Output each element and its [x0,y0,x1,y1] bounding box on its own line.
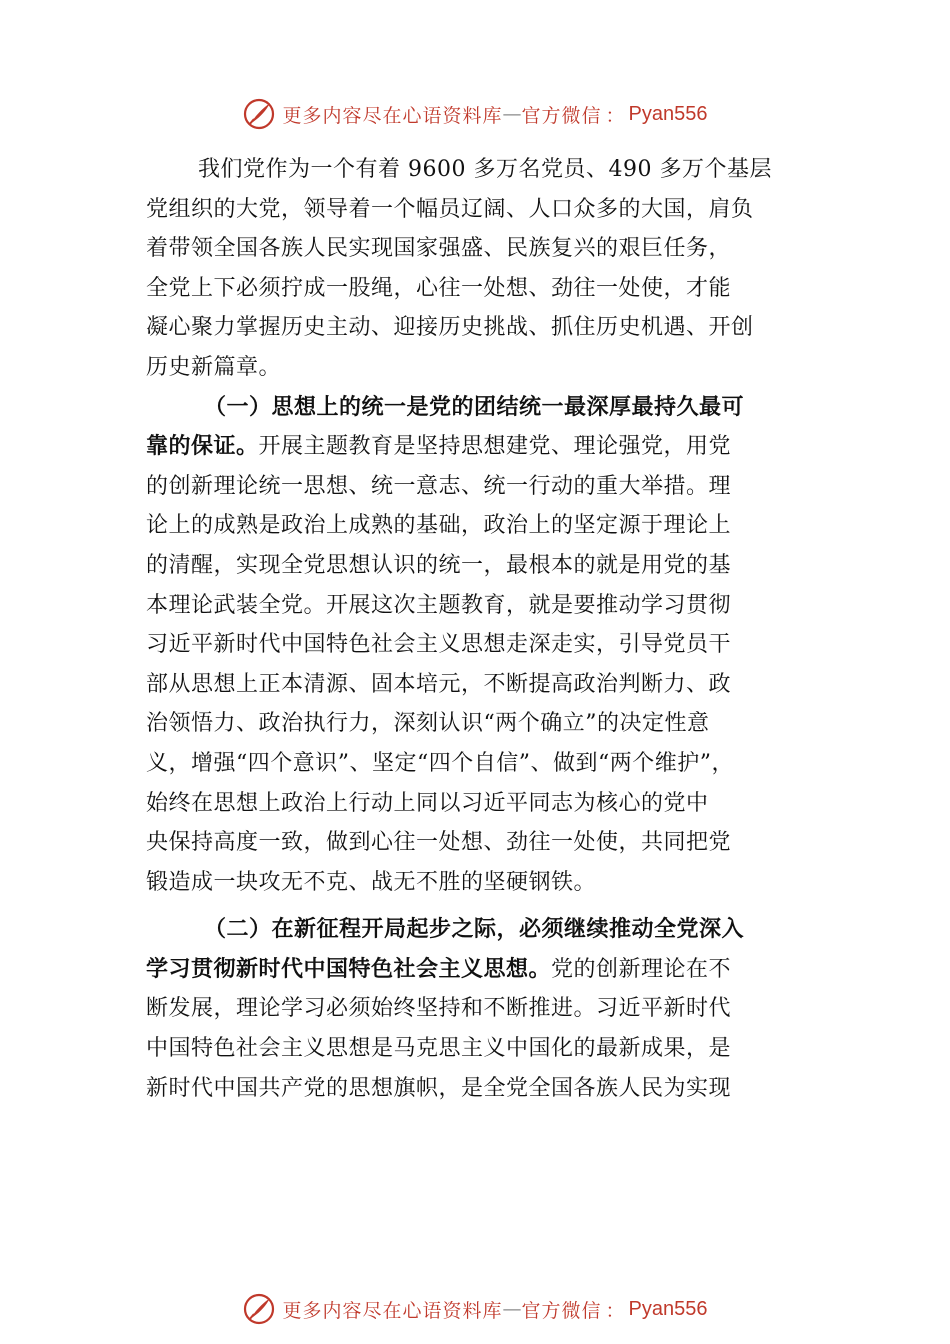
quill-logo-icon [242,97,276,131]
banner-slogan: 更多内容尽在心语资料库 [282,1299,503,1322]
text-line: 的创新理论统一思想、统一意志、统一行动的重大举措。理 [146,473,732,499]
banner-dash: — [502,1298,522,1320]
text-line: 义，增强“四个意识”、坚定“四个自信”、做到“两个维护”， [146,750,734,776]
text-line: 历史新篇章。 [146,354,282,380]
banner-wechat-label: 官方微信 [521,104,602,127]
section-heading-one: （一）思想上的统一是党的团结统一最深厚最持久最可 [204,393,745,420]
banner-dash: — [502,103,522,125]
banner-colon: ： [605,1299,625,1322]
footer-watermark-banner [0,1287,950,1331]
text-line: 论上的成熟是政治上成熟的基础，政治上的坚定源于理论上 [146,513,732,539]
document-body [146,150,836,1108]
text-line: 凝心聚力掌握历史主动、迎接历史挑战、抓住历史机遇、开创 [146,315,754,341]
banner-colon: ： [605,104,625,127]
paragraph-section-one [146,388,836,903]
text-line: 着带领全国各族人民实现国家强盛、民族复兴的艰巨任务， [146,236,732,262]
text-line: 的清醒，实现全党思想认识的统一，最根本的就是用党的基 [146,552,732,578]
section-heading-two: （二）在新征程开局起步之际，必须继续推动全党深入 [204,916,745,943]
header-watermark-banner [0,92,950,136]
section-heading-one-tail: 靠的保证。 [146,433,259,460]
paragraph-intro [146,150,836,388]
banner-wechat-label: 官方微信 [521,1299,602,1322]
text-line: 锻造成一块攻无不克、战无不胜的坚硬钢铁。 [146,869,597,895]
text-line: 全党上下必须拧成一股绳，心往一处想、劲往一处使，才能 [146,275,732,301]
text-line: 习近平新时代中国特色社会主义思想走深走实，引导党员干 [146,632,732,658]
text-line [146,950,836,990]
banner-wechat-id: Pyan556 [628,102,708,125]
text-span: 开展主题教育是坚持思想建党、理论强党，用党 [258,434,732,460]
banner-wechat-id: Pyan556 [628,1297,708,1320]
text-line: 新时代中国共产党的思想旗帜，是全党全国各族人民为实现 [146,1075,732,1101]
text-line: 始终在思想上政治上行动上同以习近平同志为核心的党中 [146,790,709,816]
text-line: 我们党作为一个有着 9600 多万名党员、490 多万个基层 [198,157,772,182]
text-line: 党组织的大党，领导着一个幅员辽阔、人口众多的大国，肩负 [146,196,754,222]
text-line [146,427,836,467]
banner-slogan: 更多内容尽在心语资料库 [282,104,503,127]
text-line: 治领悟力、政治执行力，深刻认识“两个确立”的决定性意 [146,711,710,737]
paragraph-section-two [146,910,836,1108]
text-line: 断发展，理论学习必须始终坚持和不断推进。习近平新时代 [146,996,732,1022]
text-line: 中国特色社会主义思想是马克思主义中国化的最新成果，是 [146,1036,732,1062]
text-line: 本理论武装全党。开展这次主题教育，就是要推动学习贯彻 [146,592,732,618]
text-line: 部从思想上正本清源、固本培元，不断提高政治判断力、政 [146,671,732,697]
text-line: 央保持高度一致，做到心往一处想、劲往一处使，共同把党 [146,830,732,856]
text-span: 党的创新理论在不 [551,956,732,982]
section-heading-two-tail: 学习贯彻新时代中国特色社会主义思想。 [146,955,552,982]
paragraph-gap [146,902,836,910]
quill-logo-icon [242,1292,276,1326]
